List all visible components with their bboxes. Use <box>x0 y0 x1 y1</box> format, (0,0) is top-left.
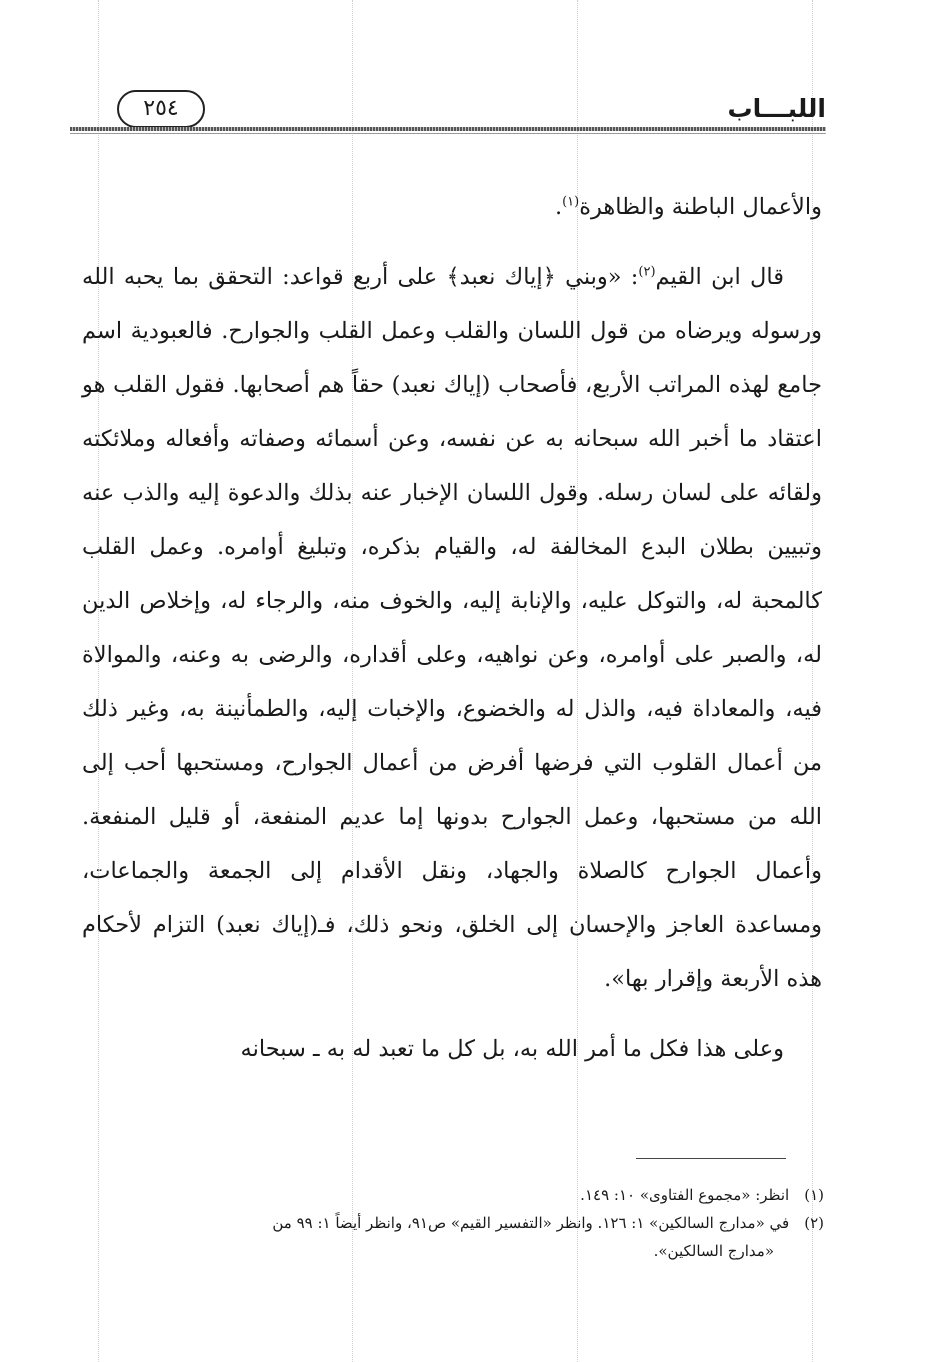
footnote-2 <box>82 1210 824 1236</box>
page-number-badge <box>117 90 205 128</box>
paragraph-1-text: والأعمال الباطنة والظاهرة <box>579 194 822 220</box>
footnote-separator <box>636 1158 786 1159</box>
footnote-text: في «مدارج السالكين» ١: ١٢٦. وانظر «التفسير القيم» ص٩١، وانظر أيضاً ١: ٩٩ من <box>272 1214 790 1232</box>
footnote-text-continuation: «مدارج السالكين». <box>653 1242 774 1260</box>
footnotes <box>82 1182 824 1266</box>
footnote-1 <box>82 1182 824 1208</box>
footnote-number: (١) <box>804 1186 824 1204</box>
page-number: ٢٥٤ <box>143 96 179 121</box>
paragraph-1 <box>82 180 822 234</box>
paragraph-3 <box>82 1022 822 1076</box>
header-rule <box>70 127 826 131</box>
paragraph-3-text: وعلى هذا فكل ما أمر الله به، بل كل ما تعبد له به ـ سبحانه <box>240 1036 784 1062</box>
book-title: اللبـــاب <box>727 94 826 123</box>
paragraph-2-text: : «وبني ﴿إياك نعبد﴾ على أربع قواعد: التحقق بما يحبه الله ورسوله ويرضاه من قول اللسان والقلب وعمل القلب والجوارح. فالعبودية اسم جامع لهذه المراتب الأربع، فأصحاب (إياك نعبد) حقاً هم أصحابها. فقول القلب هو اعتقاد ما أخبر الله سبحانه به عن نفسه، وعن أسمائه وصفاته وأفعاله وملائكته ولقائه على لسان رسله. وقول اللسان الإخبار عنه بذلك والدعوة إليه والذب عنه وتبيين بطلان البدع المخالفة له، والقيام بذكره، وتبليغ أوامره. وعمل القلب كالمحبة له، والتوكل عليه، والإنابة إليه، والخوف منه، والرجاء له، وإخلاص الدين له، والصبر على أوامره، وعن نواهيه، وعلى أقداره، والرضى به وعنه، والموالاة فيه، والمعاداة فيه، والذل له والخضوع، والإخبات إليه، والطمأنينة به، وغير ذلك من أعمال القلوب التي فرضها أفرض من أعمال الجوارح، ومستحبها أحب إلى الله من مستحبها، وعمل الجوارح بدونها إما عديم المنفعة، أو قليل المنفعة. وأعمال الجوارح كالصلاة والجهاد، ونقل الأقدام إلى الجمعة والجماعات، ومساعدة العاجز والإحسان إلى الخلق، ونحو ذلك، فـ(إياك نعبد) التزام لأحكام هذه الأربعة وإقرار بها». <box>82 264 822 992</box>
paragraph-2-start: قال ابن القيم <box>655 264 784 290</box>
paragraph-1-end: . <box>554 194 563 220</box>
footnote-number: (٢) <box>804 1214 824 1232</box>
footnote-ref-2: (٢) <box>638 264 656 280</box>
footnote-text: انظر: «مجموع الفتاوى» ١٠: ١٤٩. <box>580 1186 790 1204</box>
header-rule-thin <box>70 133 826 134</box>
paragraph-2 <box>82 250 822 1006</box>
footnote-2-continuation <box>82 1238 824 1264</box>
main-text <box>82 180 822 1076</box>
footnote-ref-1: (١) <box>562 194 580 210</box>
